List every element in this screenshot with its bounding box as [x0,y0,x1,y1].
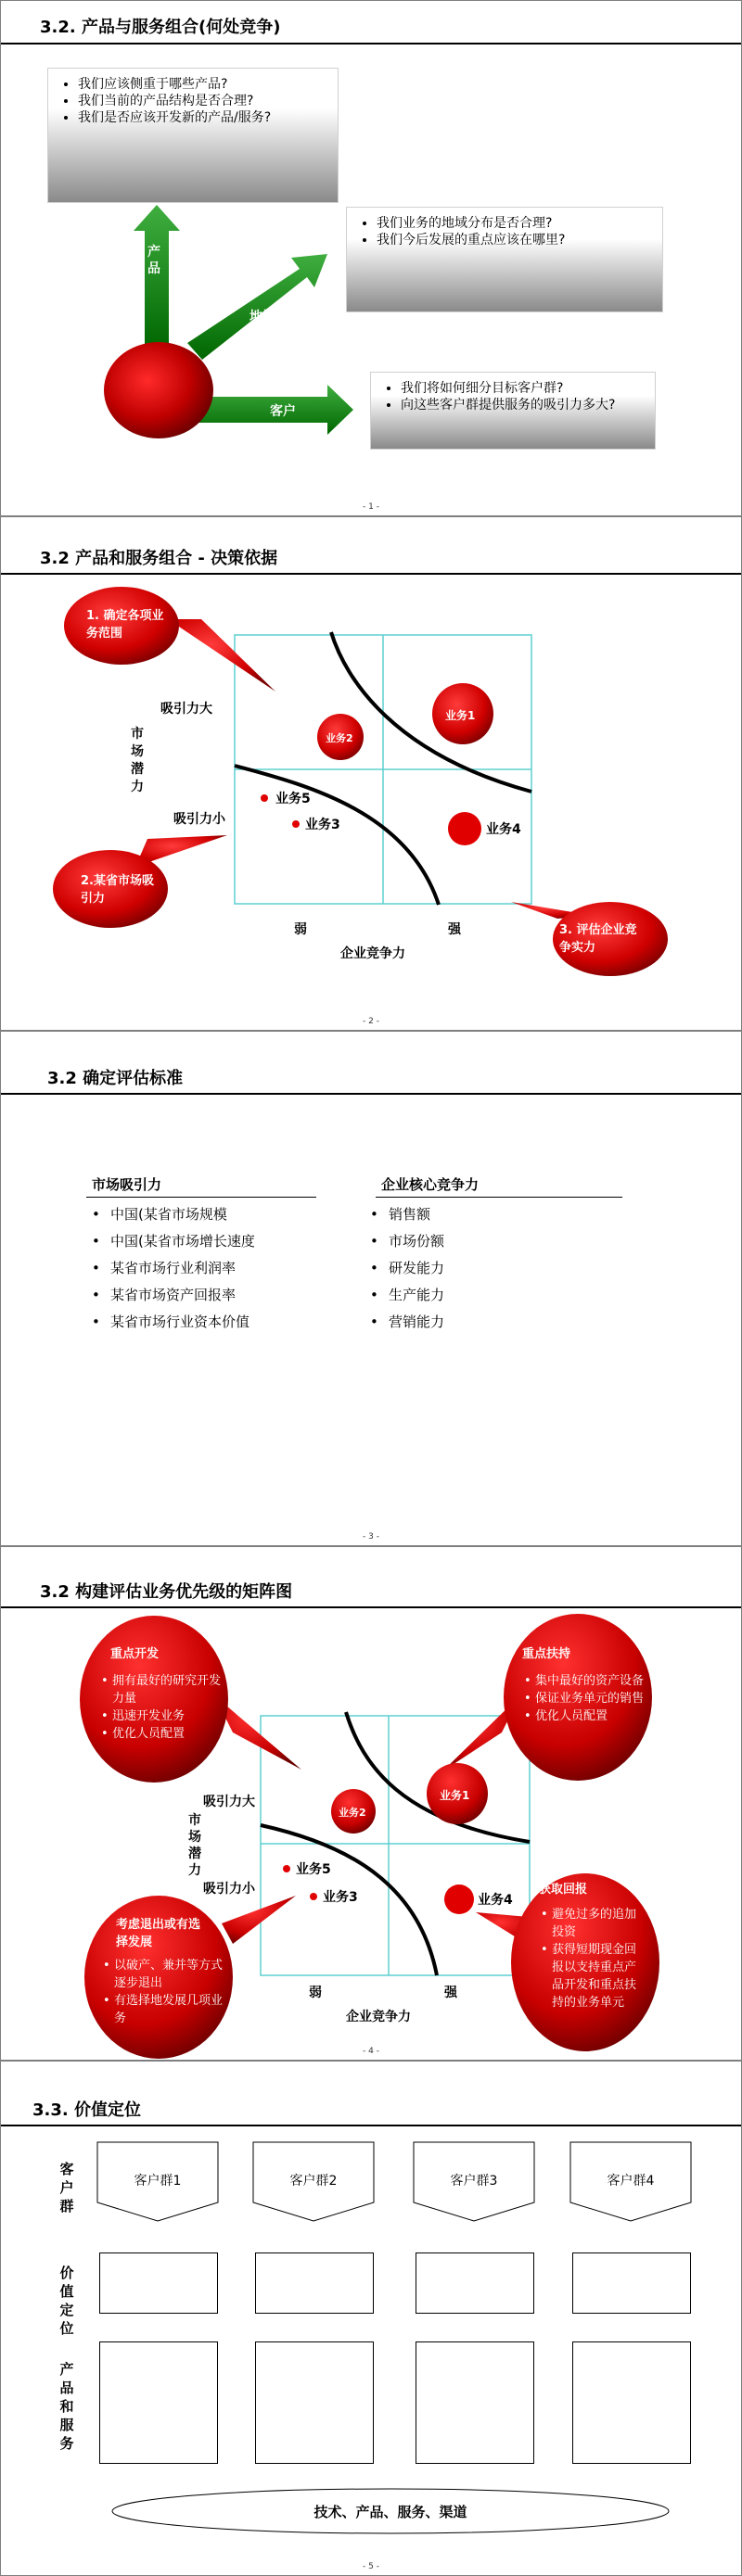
harvest-content [539,1879,646,2011]
list-item: • 销售额 [368,1201,444,1228]
biz5-label: 业务5 [296,1862,331,1877]
list-item: • 以破产、兼并等方式逐步退出 [114,1957,227,1992]
value-box-4 [572,2252,691,2314]
y-high-label: 吸引力大 [160,702,212,717]
group2-label: 客户群2 [289,2174,338,2189]
list-item: • 我们今后发展的重点应该在哪里? [377,232,662,248]
list-item: • 生产能力 [368,1282,444,1309]
list-item: • 中国(某省市场增长速度 [90,1228,255,1255]
callout1-label: 1. 确定各项业务范围 [86,609,164,641]
biz2-label: 业务2 [339,1807,366,1819]
list-item: • 优化人员配置 [535,1707,645,1725]
group3-label: 客户群3 [450,2174,498,2189]
value-box-1 [99,2252,218,2314]
slide-title: 3.2 产品和服务组合 - 决策依据 [40,549,278,568]
slide-5 [0,2061,742,2576]
row-label-value: 价值定位 [59,2265,74,2337]
page-number: - 2 - [363,1017,379,1026]
x-weak-label: 弱 [294,922,307,937]
slide-4 [0,1546,742,2061]
customer-arrow-label: 客户 [270,404,296,419]
page-number: - 5 - [363,2562,379,2571]
list-item: • 优化人员配置 [112,1725,227,1743]
product-arrow [134,205,180,351]
value-box-3 [416,2252,534,2314]
list-item: • 研发能力 [368,1255,444,1282]
x-axis-title: 企业竞争力 [340,946,405,961]
callout2-label: 2.某省市场吸引力 [81,874,154,906]
list-item: • 获得短期现金回报以支持重点产品开发和重点扶持的业务单元 [552,1941,646,2011]
develop-content [99,1643,227,1743]
right-divider [376,1197,622,1198]
x-strong-label: 强 [448,922,461,937]
list-item: • 某省市场行业利润率 [90,1255,255,1282]
product-box-1 [99,2341,218,2464]
list-item: • 有选择地发展几项业务 [114,1992,227,2027]
group4-label: 客户群4 [607,2174,655,2189]
biz1-label: 业务1 [445,709,476,722]
callout1-tail [168,619,275,692]
support-heading: 重点扶持 [522,1647,571,1661]
row-label-customer: 客户群 [59,2161,74,2214]
growth-arrows-graphic [1,1,742,515]
page-number: - 1 - [363,502,379,512]
slide-title: 3.2 构建评估业务优先级的矩阵图 [40,1582,293,1602]
biz4-label: 业务4 [486,822,521,837]
slide-1 [0,0,742,516]
list-item: • 某省市场行业资本价值 [90,1309,255,1336]
competency-criteria-list [368,1201,444,1336]
callout3-label: 3. 评估企业竞争实力 [559,923,637,955]
matrix-grid [261,1716,530,1975]
biz2-label: 业务2 [326,732,353,744]
lower-curve [235,766,439,905]
exit-heading: 考虑退出或有选择发展 [116,1918,201,1949]
list-item: • 向这些客户群提供服务的吸引力多大? [401,397,655,413]
list-item: • 某省市场资产回报率 [90,1282,255,1309]
y-axis-title: 市场潜力 [131,727,144,794]
page-number: - 3 - [363,1532,379,1542]
biz4-label: 业务4 [478,1893,513,1908]
product-box-2 [255,2341,374,2464]
product-arrow-label: 产品 [147,245,160,276]
list-item: • 集中最好的资产设备 [535,1672,645,1690]
value-grid-graphic [1,2062,742,2575]
upper-curve [331,632,531,792]
biz3-label: 业务3 [323,1890,358,1905]
y-low-label: 吸引力小 [203,1882,255,1897]
product-box-4 [572,2341,691,2464]
list-item: • 营销能力 [368,1309,444,1336]
market-criteria-list [90,1201,255,1336]
slide-title: 3.2. 产品与服务组合(何处竞争) [40,18,281,37]
core-competency-heading: 企业核心竞争力 [381,1176,480,1193]
x-weak-label: 弱 [309,1986,322,2000]
biz4-circle [444,1884,474,1914]
row-label-product: 产品和服务 [59,2361,74,2452]
harvest-heading: 获取回报 [539,1883,588,1897]
list-item: • 市场份额 [368,1228,444,1255]
market-attractiveness-heading: 市场吸引力 [92,1176,162,1193]
biz5-dot [283,1865,290,1872]
list-item: • 迅速开发业务 [112,1707,227,1725]
list-item: • 拥有最好的研究开发力量 [112,1672,227,1707]
group1-label: 客户群1 [134,2174,182,2189]
slide-2 [0,516,742,1031]
y-low-label: 吸引力小 [173,812,225,827]
y-high-label: 吸引力大 [203,1795,255,1809]
biz1-label: 业务1 [440,1789,470,1802]
y-axis-title: 市场潜力 [188,1813,201,1878]
exit-content [101,1916,227,2027]
title-rule [1,1093,741,1095]
biz3-dot [292,820,300,828]
slide-title: 3.2 确定评估标准 [47,1069,184,1088]
biz5-dot [261,794,268,802]
list-item: • 我们将如何细分目标客户群? [401,380,655,397]
list-item: • 我们当前的产品结构是否合理? [78,93,338,109]
list-item: • 我们应该侧重于哪些产品? [78,76,338,93]
list-item: • 我们业务的地域分布是否合理? [377,215,662,232]
list-item: • 我们是否应该开发新的产品/服务? [78,109,338,126]
capability-base-label: 技术、产品、服务、渠道 [313,2504,467,2520]
biz3-dot [310,1893,317,1900]
list-item: • 避免过多的追加投资 [552,1906,646,1941]
biz5-label: 业务5 [275,792,311,806]
support-content [522,1643,645,1725]
center-ball [104,342,213,438]
x-axis-title: 企业竞争力 [346,2010,411,2024]
develop-heading: 重点开发 [110,1647,160,1661]
left-divider [86,1197,316,1198]
slide-title: 3.3. 价值定位 [32,2100,141,2120]
region-arrow-label: 地域 [249,310,275,324]
biz3-label: 业务3 [305,818,340,832]
list-item: • 中国(某省市场规模 [90,1201,255,1228]
bl-tail [222,1896,296,1944]
page-number: - 4 - [363,2047,379,2056]
product-box-3 [416,2341,534,2464]
list-item: • 保证业务单元的销售 [535,1690,645,1707]
matrix-grid [235,635,531,904]
value-box-2 [255,2252,374,2314]
x-strong-label: 强 [444,1986,457,2000]
biz4-circle [448,812,481,845]
slide-3 [0,1031,742,1546]
